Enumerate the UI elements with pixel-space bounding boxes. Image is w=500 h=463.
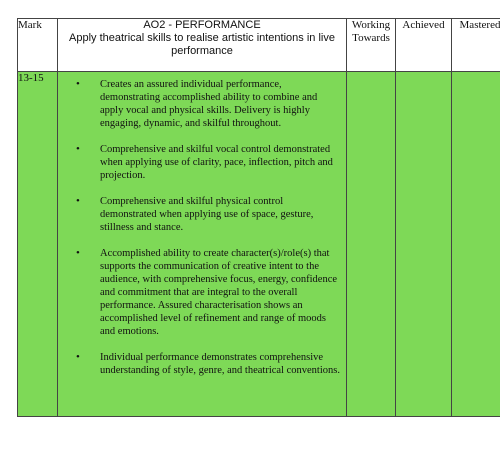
table-row [18,72,500,417]
bullet-icon: • [76,351,80,363]
list-item [58,143,340,182]
performance-rubric-table [17,18,500,417]
working-towards-line-2: Towards [352,32,390,44]
working-towards-line-1: Working [351,19,391,31]
mastered-cell[interactable] [452,72,500,417]
mastered-column-header: Mastered [452,19,500,72]
bullet-icon: • [76,247,80,259]
list-item [58,195,340,234]
criterion-text: Individual performance demonstrates comprehensive understanding of style, genre, and theatrical conventions. [100,352,340,376]
bullet-icon: • [76,78,80,90]
bullet-icon: • [76,195,80,207]
mark-column-header: Mark [18,19,58,72]
criterion-text: Accomplished ability to create character(s)/role(s) that supports the communication of creative intent to the audience, with comprehensive focus, energy, confidence and commitment that are integral to the overall performance. Assured characterisation shows an accomplished level of refinement and range of moods and emotions. [100,248,338,337]
performance-subtitle: Apply theatrical skills to realise artistic intentions in live performance [69,32,335,57]
working-towards-column-header [347,19,396,72]
mark-cell: 13-15 [18,72,58,417]
working-towards-cell[interactable] [347,72,396,417]
achieved-column-header: Achieved [396,19,452,72]
criteria-list [58,72,346,377]
criterion-text: Comprehensive and skilful physical control demonstrated when applying use of space, gesture, stillness and stance. [100,196,314,233]
list-item [58,247,340,338]
header-row [18,19,500,72]
list-item [58,351,340,377]
achieved-cell[interactable] [396,72,452,417]
criteria-cell [58,72,347,417]
criterion-text: Comprehensive and skilful vocal control demonstrated when applying use of clarity, pace, inflection, pitch and projection. [100,144,333,181]
list-item [58,78,340,130]
criterion-text: Creates an assured individual performance, demonstrating accomplished ability to combine and apply vocal and physical skills. Delivery is highly engaging, dynamic, and skilful throughout. [100,79,318,129]
performance-column-header [58,19,347,72]
bullet-icon: • [76,143,80,155]
performance-title: AO2 - PERFORMANCE [143,19,261,31]
